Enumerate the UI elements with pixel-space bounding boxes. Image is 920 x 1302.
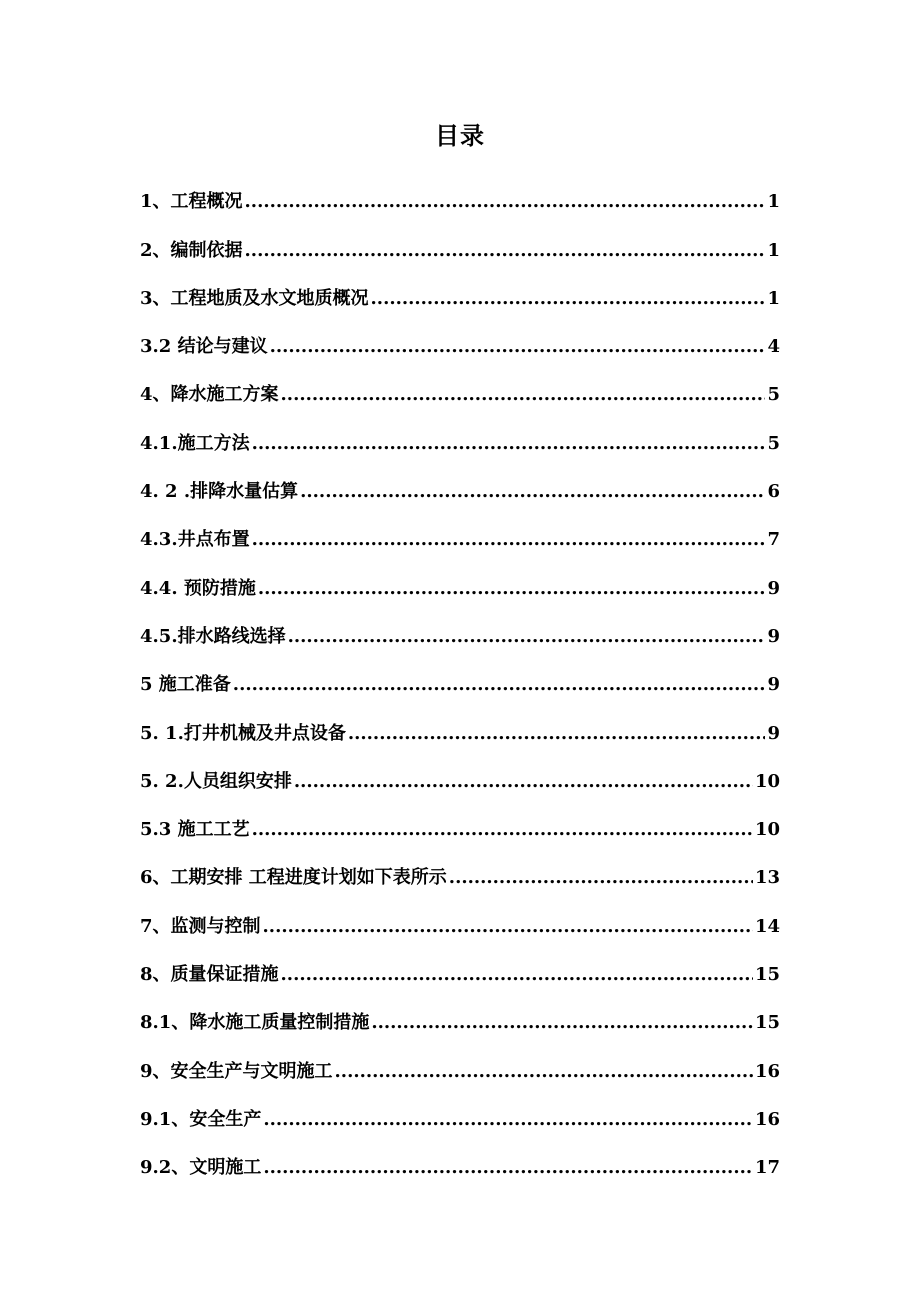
- toc-page-number: 6: [767, 481, 780, 503]
- toc-entry-label: 6、工期安排 工程进度计划如下表所示: [140, 867, 447, 889]
- toc-dot-leader: [281, 380, 766, 410]
- toc-dot-leader: [270, 332, 766, 362]
- toc-entry-label: 4.5.排水路线选择: [140, 625, 286, 647]
- toc-entry[interactable]: [140, 700, 780, 748]
- toc-entry[interactable]: [140, 410, 780, 458]
- toc-entry[interactable]: [140, 314, 780, 362]
- toc-entry-label: 8.1、降水施工质量控制措施: [140, 1012, 370, 1034]
- toc-dot-leader: [371, 284, 766, 314]
- toc-entry-label: 8、质量保证措施: [140, 964, 279, 986]
- toc-entry-label: 3.2 结论与建议: [140, 336, 268, 358]
- toc-dot-leader: [245, 236, 766, 266]
- toc-page-number: 9: [767, 722, 780, 744]
- toc-page-number: 9: [767, 674, 780, 696]
- toc-page-number: 1: [767, 287, 780, 309]
- toc-dot-leader: [263, 912, 753, 942]
- toc-dot-leader: [233, 670, 766, 700]
- toc-entry-label: 2、编制依据: [140, 239, 243, 261]
- toc-page-number: 1: [767, 191, 780, 213]
- toc-entry[interactable]: [140, 1087, 780, 1135]
- toc-dot-leader: [288, 622, 766, 652]
- toc-dot-leader: [281, 960, 753, 990]
- toc-entry[interactable]: [140, 459, 780, 507]
- toc-entry-label: 4、降水施工方案: [140, 384, 279, 406]
- toc-page-number: 14: [754, 915, 780, 937]
- toc-entry-label: 5.3 施工工艺: [140, 819, 250, 841]
- toc-entry-label: 7、监测与控制: [140, 915, 261, 937]
- toc-page-number: 17: [754, 1157, 780, 1179]
- toc-page-number: 10: [754, 819, 780, 841]
- toc-entry-label: 1、工程概况: [140, 191, 243, 213]
- toc-page-number: 16: [754, 1060, 780, 1082]
- toc-entry-label: 5 施工准备: [140, 674, 231, 696]
- toc-entry[interactable]: [140, 604, 780, 652]
- toc-entry-label: 5. 1.打井机械及井点设备: [140, 722, 346, 744]
- toc-entry[interactable]: [140, 942, 780, 990]
- toc-entry[interactable]: [140, 217, 780, 265]
- toc-entry-label: 9.2、文明施工: [140, 1157, 262, 1179]
- toc-page-number: 1: [767, 239, 780, 261]
- toc-dot-leader: [252, 525, 766, 555]
- toc-page-number: 7: [767, 529, 780, 551]
- toc-entry[interactable]: [140, 845, 780, 893]
- toc-dot-leader: [300, 477, 765, 507]
- toc-entry-label: 4.1.施工方法: [140, 432, 250, 454]
- toc-page-number: 15: [754, 964, 780, 986]
- toc-dot-leader: [252, 815, 753, 845]
- toc-entry[interactable]: [140, 652, 780, 700]
- toc-page-number: 4: [767, 336, 780, 358]
- toc-page-number: 16: [754, 1108, 780, 1130]
- toc-page-number: 5: [767, 432, 780, 454]
- table-of-contents: [140, 169, 780, 1183]
- toc-entry-label: 4.4. 预防措施: [140, 577, 256, 599]
- toc-entry[interactable]: [140, 893, 780, 941]
- toc-entry[interactable]: [140, 362, 780, 410]
- page-title: 目录: [435, 121, 485, 150]
- toc-dot-leader: [449, 863, 753, 893]
- toc-entry[interactable]: [140, 507, 780, 555]
- toc-dot-leader: [371, 1008, 753, 1038]
- toc-dot-leader: [335, 1057, 753, 1087]
- toc-entry[interactable]: [140, 1135, 780, 1183]
- toc-entry-label: 9、安全生产与文明施工: [140, 1060, 333, 1082]
- toc-entry-label: 5. 2.人员组织安排: [140, 770, 292, 792]
- toc-dot-leader: [263, 1153, 753, 1183]
- toc-page-number: 9: [767, 577, 780, 599]
- toc-entry-label: 3、工程地质及水文地质概况: [140, 287, 369, 309]
- toc-entry[interactable]: [140, 990, 780, 1038]
- toc-entry[interactable]: [140, 749, 780, 797]
- toc-page-number: 13: [754, 867, 780, 889]
- toc-entry-label: 4. 2 .排降水量估算: [140, 481, 299, 503]
- toc-entry[interactable]: [140, 555, 780, 603]
- toc-entry-label: 9.1、安全生产: [140, 1108, 262, 1130]
- toc-dot-leader: [252, 429, 766, 459]
- toc-page-number: 10: [754, 770, 780, 792]
- toc-dot-leader: [348, 719, 766, 749]
- toc-dot-leader: [263, 1105, 753, 1135]
- toc-entry[interactable]: [140, 266, 780, 314]
- toc-entry[interactable]: [140, 169, 780, 217]
- toc-entry-label: 4.3.井点布置: [140, 529, 250, 551]
- toc-dot-leader: [258, 574, 766, 604]
- toc-entry[interactable]: [140, 1038, 780, 1086]
- toc-entry[interactable]: [140, 797, 780, 845]
- toc-dot-leader: [245, 187, 766, 217]
- toc-page-number: 9: [767, 625, 780, 647]
- toc-dot-leader: [294, 767, 753, 797]
- toc-page-number: 15: [754, 1012, 780, 1034]
- toc-page-number: 5: [767, 384, 780, 406]
